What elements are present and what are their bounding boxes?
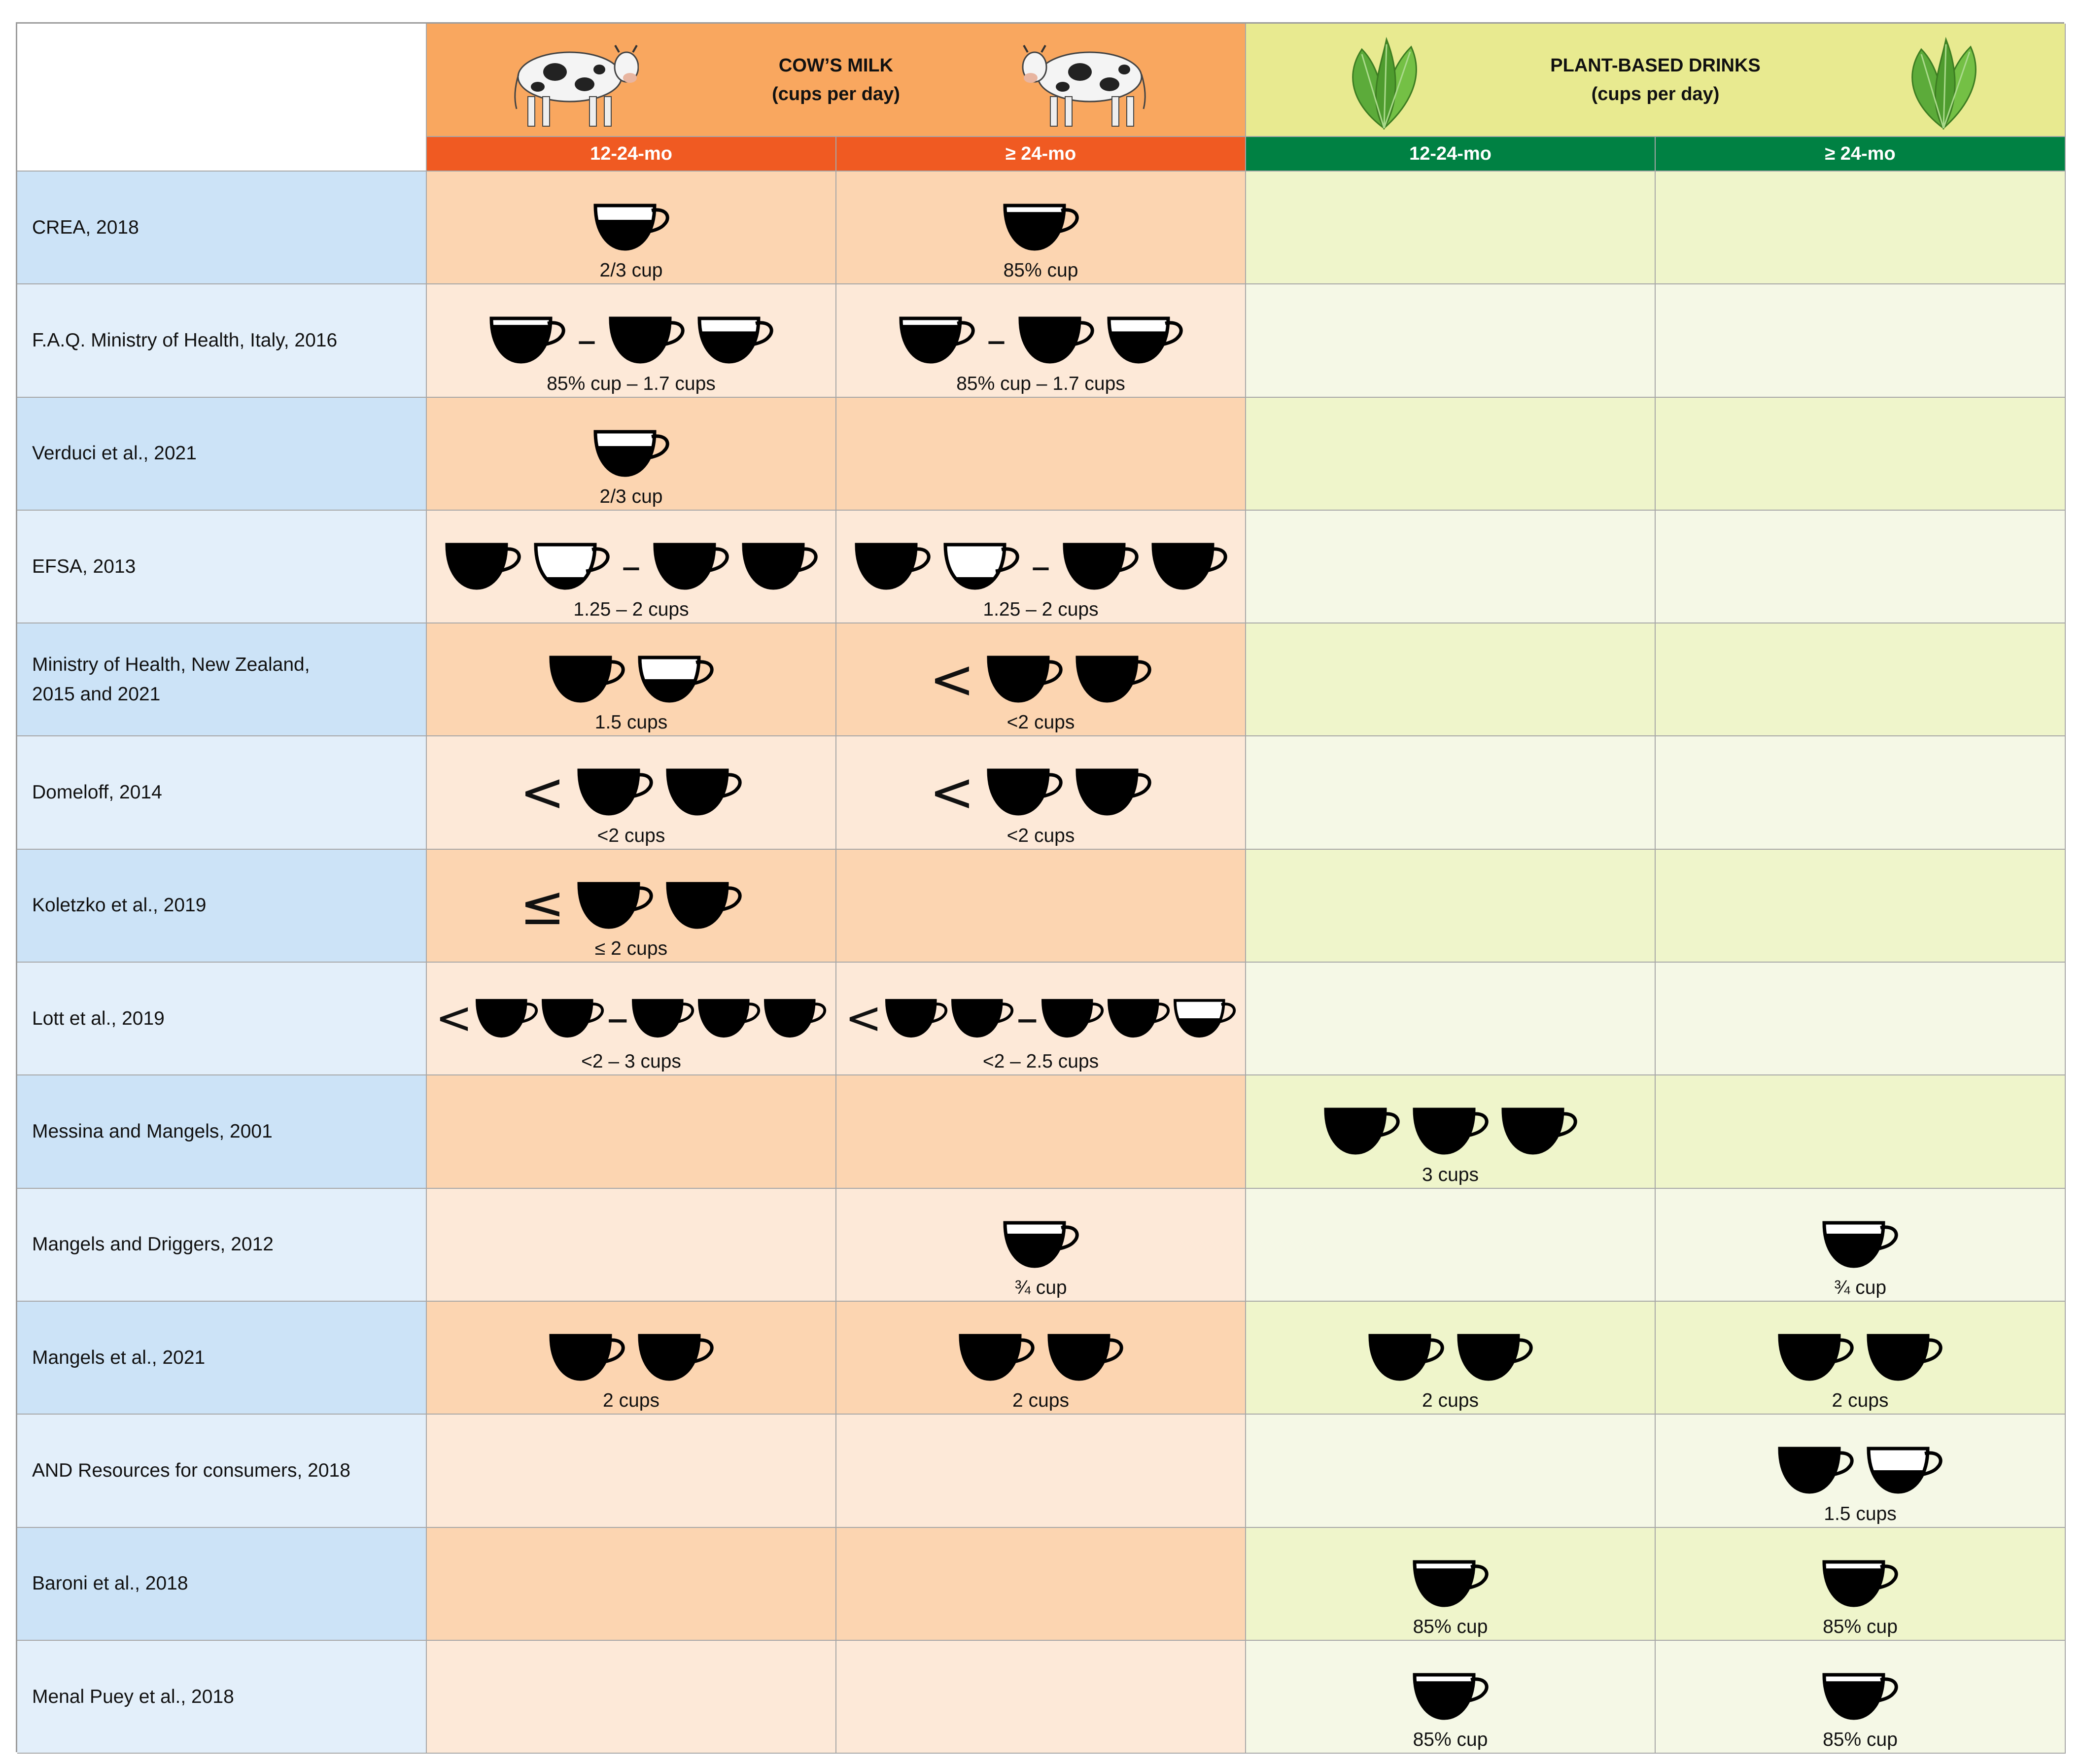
cow-milk-cell bbox=[427, 511, 836, 623]
cup-icon bbox=[1821, 1220, 1899, 1269]
cup-icon bbox=[1412, 1559, 1490, 1608]
cup-icon bbox=[898, 315, 976, 365]
cup-group bbox=[1656, 1330, 2065, 1384]
source-cell bbox=[17, 623, 427, 736]
plant-drink-cell bbox=[1246, 963, 1656, 1075]
source-label: CREA, 2018 bbox=[32, 216, 139, 238]
source-cell bbox=[17, 1302, 427, 1415]
cup-icon bbox=[1866, 1333, 1943, 1382]
cup-icon bbox=[637, 655, 715, 704]
source-label: Lott et al., 2019 bbox=[32, 1007, 165, 1029]
cup-icon bbox=[986, 655, 1064, 704]
cup-icon bbox=[1323, 1107, 1401, 1156]
plant-drink-cell bbox=[1246, 1302, 1656, 1415]
cup-icon bbox=[1412, 1672, 1490, 1721]
cup-icon bbox=[1106, 315, 1184, 365]
cup-group bbox=[427, 426, 835, 481]
range-dash: – bbox=[621, 543, 641, 589]
amount-caption: ≤ 2 cups bbox=[594, 938, 668, 960]
cup-icon bbox=[1777, 1333, 1855, 1382]
cup-group bbox=[836, 539, 1245, 593]
source-cell bbox=[17, 1641, 427, 1754]
cow-milk-cell bbox=[836, 1528, 1246, 1641]
comparison-symbol: < bbox=[929, 648, 975, 711]
source-cell bbox=[17, 963, 427, 1075]
cow-milk-cell bbox=[836, 398, 1246, 511]
amount-caption: 2/3 cup bbox=[599, 485, 663, 507]
amount-caption: 85% cup bbox=[1413, 1616, 1488, 1637]
spinach-leaves-icon bbox=[1327, 35, 1441, 137]
amount-caption: 85% cup – 1.7 cups bbox=[547, 373, 716, 394]
cow-milk-cell bbox=[427, 963, 836, 1075]
cup-icon bbox=[592, 429, 670, 478]
cup-group bbox=[836, 200, 1245, 254]
plant-drinks-unit: (cups per day) bbox=[1591, 84, 1720, 104]
plant-drink-cell bbox=[1656, 850, 2066, 963]
cow-milk-cell bbox=[836, 1641, 1246, 1754]
cup-group bbox=[836, 761, 1245, 824]
cow-milk-cell bbox=[836, 284, 1246, 397]
cup-icon bbox=[1002, 1220, 1080, 1269]
amount-caption: ¾ cup bbox=[1834, 1277, 1887, 1298]
plant-drink-cell bbox=[1246, 284, 1656, 397]
plant-drink-cell bbox=[1656, 623, 2066, 736]
cup-icon bbox=[548, 1333, 626, 1382]
amount-caption: <2 – 3 cups bbox=[581, 1051, 681, 1072]
amount-caption: <2 cups bbox=[1006, 825, 1075, 846]
plant-drink-cell bbox=[1656, 1641, 2066, 1754]
amount-caption: 2 cups bbox=[1422, 1390, 1479, 1412]
cow-milk-cell bbox=[427, 1528, 836, 1641]
cup-icon bbox=[548, 655, 626, 704]
cup-icon bbox=[1866, 1446, 1943, 1495]
cow-milk-cell bbox=[427, 850, 836, 963]
plant-drink-cell bbox=[1246, 850, 1656, 963]
cup-group bbox=[1656, 1556, 2065, 1611]
cow-icon bbox=[1021, 37, 1159, 137]
plant-drink-cell bbox=[1656, 284, 2066, 397]
cup-icon bbox=[1821, 1672, 1899, 1721]
plant-drink-cell bbox=[1246, 1189, 1656, 1302]
cup-icon bbox=[665, 881, 743, 930]
cup-icon bbox=[665, 767, 743, 817]
comparison-symbol: < bbox=[929, 761, 975, 824]
cup-icon bbox=[1150, 542, 1228, 591]
cup-icon bbox=[942, 542, 1020, 591]
cow-milk-cell bbox=[836, 623, 1246, 736]
cup-icon bbox=[1456, 1333, 1534, 1382]
cup-icon bbox=[576, 881, 654, 930]
range-dash: – bbox=[606, 992, 629, 1044]
cup-icon bbox=[1173, 994, 1237, 1043]
source-label: Mangels et al., 2021 bbox=[32, 1347, 206, 1368]
cup-icon bbox=[1367, 1333, 1445, 1382]
cup-group bbox=[1656, 1443, 2065, 1497]
cow-milk-cell bbox=[836, 172, 1246, 284]
cup-icon bbox=[1777, 1446, 1855, 1495]
amount-caption: 85% cup bbox=[1413, 1729, 1488, 1751]
cup-icon bbox=[576, 767, 654, 817]
plant-drink-cell bbox=[1656, 1189, 2066, 1302]
cup-group bbox=[427, 200, 835, 254]
cows-milk-unit: (cups per day) bbox=[772, 84, 900, 104]
source-label: F.A.Q. Ministry of Health, Italy, 2016 bbox=[32, 329, 338, 351]
range-dash: – bbox=[986, 317, 1006, 363]
source-cell bbox=[17, 398, 427, 511]
cup-icon bbox=[1821, 1559, 1899, 1608]
amount-caption: 85% cup – 1.7 cups bbox=[956, 373, 1125, 394]
cup-group bbox=[836, 1330, 1245, 1384]
source-cell bbox=[17, 1528, 427, 1641]
cup-icon bbox=[475, 994, 539, 1043]
age-col-cow-12-24: 12-24-mo bbox=[427, 137, 836, 172]
cup-group bbox=[427, 873, 835, 937]
comparison-symbol: < bbox=[520, 761, 565, 824]
source-label-line: 2015 and 2021 bbox=[32, 683, 161, 705]
cup-group bbox=[1246, 1669, 1655, 1724]
plant-drink-cell bbox=[1246, 172, 1656, 284]
cup-icon bbox=[1062, 542, 1140, 591]
cup-icon bbox=[592, 203, 670, 252]
cup-icon bbox=[986, 767, 1064, 817]
source-cell bbox=[17, 1075, 427, 1188]
amount-caption: 1.25 – 2 cups bbox=[573, 599, 689, 621]
range-dash: – bbox=[1031, 543, 1051, 589]
cow-milk-cell bbox=[836, 1302, 1246, 1415]
source-label: AND Resources for consumers, 2018 bbox=[32, 1459, 350, 1481]
cow-milk-cell bbox=[427, 172, 836, 284]
cup-icon bbox=[884, 994, 948, 1043]
cup-group bbox=[1246, 1104, 1655, 1158]
cow-milk-cell bbox=[836, 963, 1246, 1075]
source-cell bbox=[17, 511, 427, 623]
cow-milk-cell bbox=[836, 1415, 1246, 1527]
cup-icon bbox=[1075, 655, 1152, 704]
cup-group bbox=[427, 991, 835, 1045]
cup-group bbox=[427, 1330, 835, 1384]
plant-drinks-header bbox=[1246, 24, 2066, 137]
cows-milk-header bbox=[427, 24, 1246, 137]
range-dash: – bbox=[577, 317, 597, 363]
cow-icon bbox=[501, 37, 639, 137]
amount-caption: 1.5 cups bbox=[594, 712, 668, 733]
plant-drink-cell bbox=[1656, 172, 2066, 284]
source-label: Messina and Mangels, 2001 bbox=[32, 1121, 273, 1142]
comparison-symbol: ≤ bbox=[520, 873, 565, 937]
cows-milk-title: COW’S MILK bbox=[778, 55, 894, 76]
cow-milk-cell bbox=[427, 1415, 836, 1527]
cup-icon bbox=[697, 994, 761, 1043]
cow-milk-cell bbox=[427, 1075, 836, 1188]
source-label-line: Ministry of Health, New Zealand, bbox=[32, 654, 310, 675]
source-label: Koletzko et al., 2019 bbox=[32, 895, 207, 916]
plant-drinks-title: PLANT-BASED DRINKS bbox=[1550, 55, 1761, 76]
cup-icon bbox=[1107, 994, 1171, 1043]
amount-caption: 85% cup bbox=[1823, 1729, 1898, 1751]
cup-icon bbox=[608, 315, 686, 365]
age-col-plant-24plus: ≥ 24-mo bbox=[1656, 137, 2066, 172]
cow-milk-cell bbox=[836, 736, 1246, 849]
cup-icon bbox=[631, 994, 695, 1043]
cup-icon bbox=[488, 315, 566, 365]
amount-caption: <2 – 2.5 cups bbox=[982, 1051, 1099, 1072]
source-cell bbox=[17, 172, 427, 284]
cow-milk-cell bbox=[427, 623, 836, 736]
source-cell bbox=[17, 1415, 427, 1527]
cow-milk-cell bbox=[427, 398, 836, 511]
plant-drink-cell bbox=[1656, 1528, 2066, 1641]
plant-drink-cell bbox=[1656, 398, 2066, 511]
cup-icon bbox=[541, 994, 605, 1043]
cup-icon bbox=[444, 542, 522, 591]
cup-icon bbox=[637, 1333, 715, 1382]
cow-milk-cell bbox=[427, 1641, 836, 1754]
cup-icon bbox=[533, 542, 611, 591]
amount-caption: 3 cups bbox=[1422, 1164, 1479, 1185]
plant-drink-cell bbox=[1656, 511, 2066, 623]
plant-drink-cell bbox=[1656, 963, 2066, 1075]
source-label: EFSA, 2013 bbox=[32, 555, 136, 577]
cup-icon bbox=[1075, 767, 1152, 817]
amount-caption: 85% cup bbox=[1003, 260, 1078, 281]
source-label: Menal Puey et al., 2018 bbox=[32, 1686, 234, 1707]
cow-milk-cell bbox=[427, 1302, 836, 1415]
cup-group bbox=[836, 1217, 1245, 1272]
cow-milk-cell bbox=[836, 511, 1246, 623]
plant-drink-cell bbox=[1246, 398, 1656, 511]
cup-group bbox=[427, 761, 835, 824]
cup-group bbox=[427, 539, 835, 593]
cup-icon bbox=[652, 542, 730, 591]
plant-drink-cell bbox=[1246, 1075, 1656, 1188]
cup-group bbox=[1656, 1217, 2065, 1272]
amount-caption: 1.25 – 2 cups bbox=[983, 599, 1099, 621]
cup-icon bbox=[1046, 1333, 1124, 1382]
source-cell bbox=[17, 736, 427, 849]
cup-icon bbox=[1017, 315, 1095, 365]
source-cell bbox=[17, 284, 427, 397]
cow-milk-cell bbox=[427, 284, 836, 397]
cow-milk-cell bbox=[836, 1189, 1246, 1302]
plant-drink-cell bbox=[1656, 736, 2066, 849]
cup-icon bbox=[1002, 203, 1080, 252]
cow-milk-cell bbox=[427, 736, 836, 849]
cup-icon bbox=[854, 542, 932, 591]
source-label: Mangels and Driggers, 2012 bbox=[32, 1234, 274, 1255]
amount-caption: 2 cups bbox=[1012, 1390, 1069, 1412]
range-dash: – bbox=[1016, 992, 1039, 1044]
source-cell bbox=[17, 1189, 427, 1302]
amount-caption: <2 cups bbox=[597, 825, 665, 846]
cup-group bbox=[1246, 1556, 1655, 1611]
plant-drink-cell bbox=[1656, 1302, 2066, 1415]
source-label: Domeloff, 2014 bbox=[32, 782, 162, 803]
source-label: Verduci et al., 2021 bbox=[32, 443, 197, 464]
cup-group bbox=[427, 652, 835, 706]
cup-group bbox=[427, 313, 835, 367]
cup-icon bbox=[950, 994, 1014, 1043]
amount-caption: 85% cup bbox=[1823, 1616, 1898, 1637]
cow-milk-cell bbox=[427, 1189, 836, 1302]
table-corner bbox=[17, 24, 427, 172]
spinach-leaves-icon bbox=[1887, 35, 2000, 137]
comparison-symbol: < bbox=[435, 992, 473, 1044]
cup-icon bbox=[763, 994, 827, 1043]
amount-caption: 2 cups bbox=[1832, 1390, 1889, 1412]
cup-icon bbox=[1412, 1107, 1490, 1156]
source-cell bbox=[17, 850, 427, 963]
plant-drink-cell bbox=[1246, 511, 1656, 623]
amount-caption: <2 cups bbox=[1006, 712, 1075, 733]
comparison-symbol: < bbox=[845, 992, 882, 1044]
cow-milk-cell bbox=[836, 1075, 1246, 1188]
plant-drink-cell bbox=[1656, 1415, 2066, 1527]
cow-milk-cell bbox=[836, 850, 1246, 963]
amount-caption: 2/3 cup bbox=[599, 260, 663, 281]
amount-caption: ¾ cup bbox=[1014, 1277, 1067, 1298]
cup-icon bbox=[1500, 1107, 1578, 1156]
milk-recommendations-table bbox=[16, 22, 2064, 1752]
cup-group bbox=[1246, 1330, 1655, 1384]
plant-drink-cell bbox=[1246, 623, 1656, 736]
cup-group bbox=[836, 313, 1245, 367]
cup-icon bbox=[741, 542, 819, 591]
plant-drink-cell bbox=[1246, 1641, 1656, 1754]
plant-drink-cell bbox=[1656, 1075, 2066, 1188]
amount-caption: 2 cups bbox=[603, 1390, 659, 1412]
plant-drink-cell bbox=[1246, 736, 1656, 849]
amount-caption: 1.5 cups bbox=[1824, 1503, 1897, 1524]
plant-drink-cell bbox=[1246, 1528, 1656, 1641]
cup-group bbox=[836, 991, 1245, 1045]
age-col-plant-12-24: 12-24-mo bbox=[1246, 137, 1656, 172]
plant-drink-cell bbox=[1246, 1415, 1656, 1527]
cup-group bbox=[836, 648, 1245, 711]
cup-icon bbox=[1040, 994, 1105, 1043]
cup-icon bbox=[696, 315, 774, 365]
cup-group bbox=[1656, 1669, 2065, 1724]
source-label: Baroni et al., 2018 bbox=[32, 1573, 188, 1594]
cup-icon bbox=[958, 1333, 1036, 1382]
age-col-cow-24plus: ≥ 24-mo bbox=[836, 137, 1246, 172]
